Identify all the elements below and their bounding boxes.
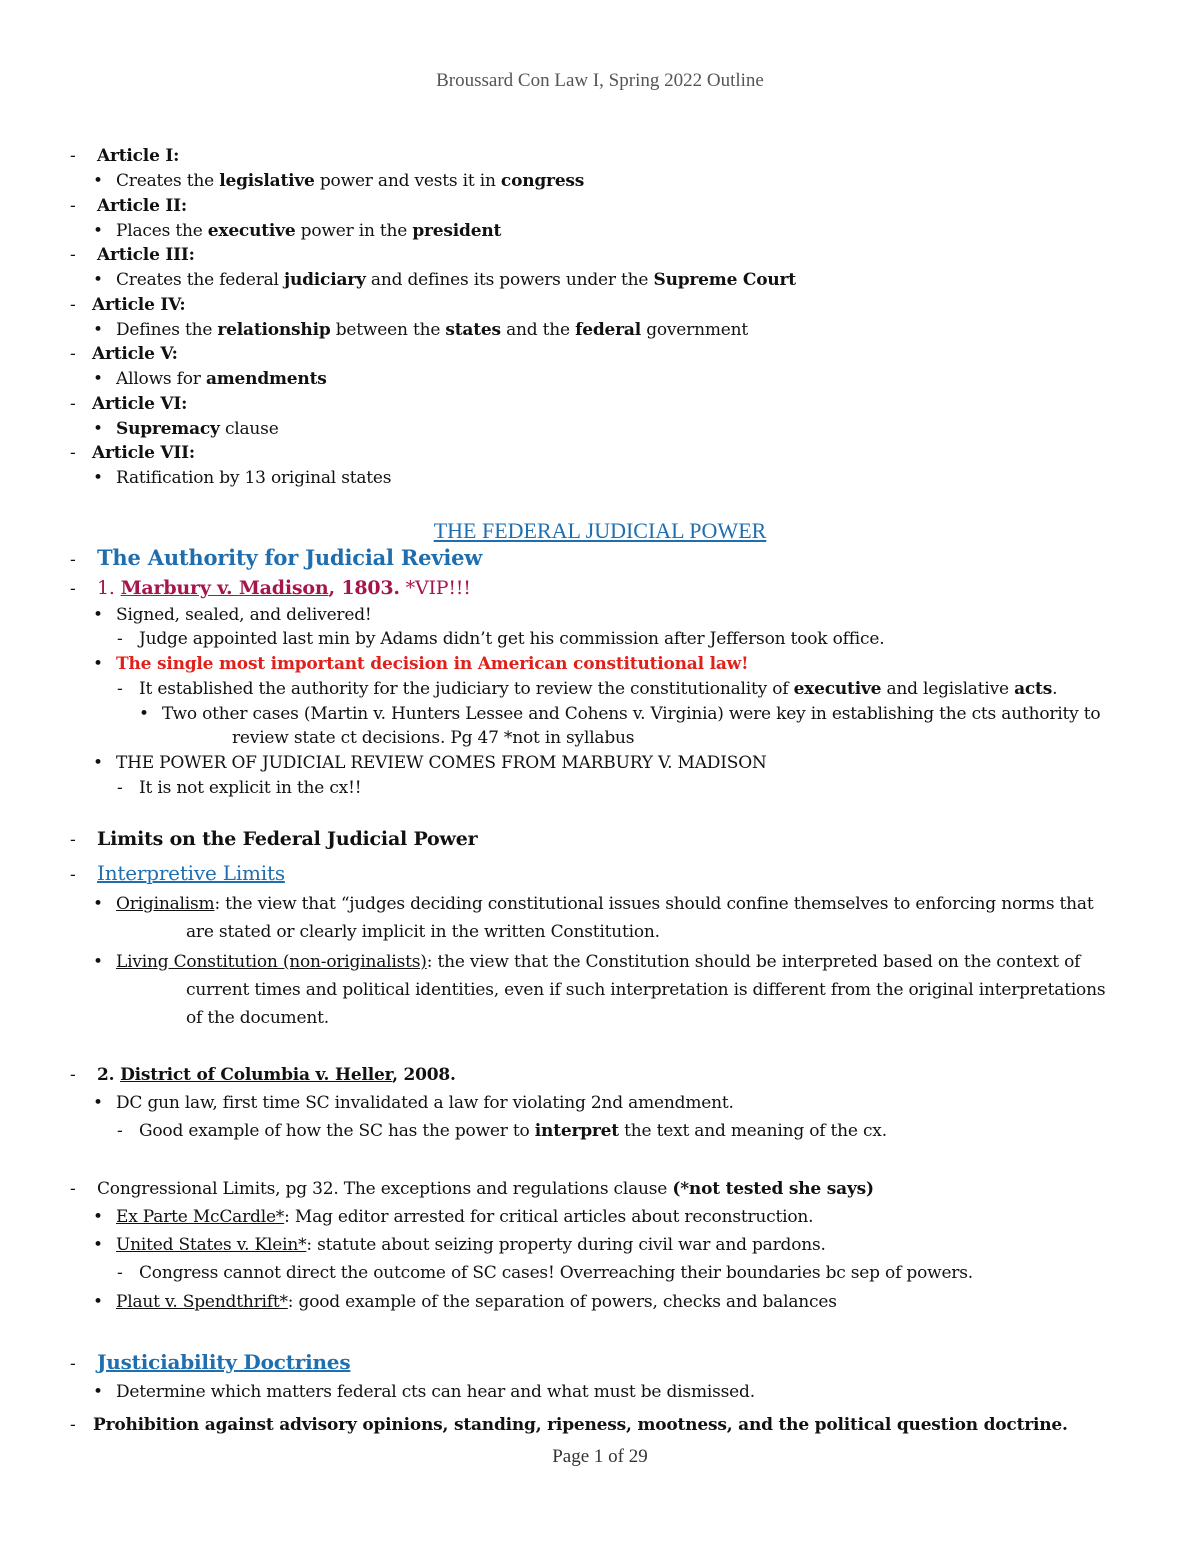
dash-marker: - [70,865,76,885]
originalism-term: Originalism [116,894,215,914]
dash-marker: - [70,295,76,315]
dash-marker: - [70,579,76,599]
limits-heading-line [70,829,477,850]
bullet-marker: • [93,1207,103,1227]
section-title: THE FEDERAL JUDICIAL POWER [433,518,767,543]
congressional-line-b: (*not tested she says) [672,1179,874,1199]
prohibition-line [70,1415,1068,1435]
living-constitution-bullet [93,952,1080,972]
article-label: Article III: [97,245,195,265]
article-description-segment: and defines its powers under the [365,270,654,290]
article-description-segment: between the [330,320,446,340]
heller-bullet [93,1093,734,1113]
dash-marker: - [70,344,76,364]
bullet-marker: • [93,753,103,773]
dash-marker: - [70,1354,76,1374]
article-label-line [70,146,179,166]
heller-sub-a: Good example of how the SC has the power to [139,1121,535,1141]
marbury-bullet-3 [93,753,767,773]
originalism-line1: : the view that “judges deciding constitutional issues should confine themselves to enforcing norms that [214,894,1094,914]
article-description-line [93,270,796,290]
marbury-case-name: Marbury v. Madison [120,577,329,599]
article-description-segment: congress [500,171,585,191]
article-description-line [93,171,584,191]
marbury-bullet-1 [93,605,372,625]
article-description-segment: relationship [217,320,331,340]
article-description-line [93,419,279,439]
mccardle-term: Ex Parte McCardle* [116,1207,285,1227]
heller-sub [117,1121,887,1141]
bullet-marker: • [93,952,103,972]
prohibition-text: Prohibition against advisory opinions, standing, ripeness, mootness, and the political question doctrine. [93,1415,1068,1435]
heller-name: District of Columbia v. Heller [120,1065,393,1085]
justiciability-line [70,1352,350,1374]
b2-sub2-line2: review state ct decisions. Pg 47 *not in syllabus [232,728,635,748]
article-label: Article VI: [92,394,188,414]
article-label-line [70,196,187,216]
heller-bullet-text: DC gun law, first time SC invalidated a law for violating 2nd amendment. [116,1093,734,1113]
article-description-segment: and the [500,320,576,340]
article-label: Article V: [92,344,178,364]
limits-heading: Limits on the Federal Judicial Power [97,828,478,850]
marbury-case-line [70,578,471,599]
dash-marker: - [70,1415,76,1435]
dash-marker: - [70,1065,76,1085]
heller-num: 2. [97,1065,121,1085]
living-line2: current times and political identities, even if such interpretation is different from the original interpretations [186,980,1106,1000]
article-description-line [93,320,748,340]
article-label-line [70,344,178,364]
dash-marker: - [70,1179,76,1199]
bullet-marker: • [93,654,103,674]
marbury-bullet-2 [93,654,748,674]
marbury-bullet-2-sub [117,679,1057,699]
page-footer: Page 1 of 29 [552,1446,648,1467]
plaut-term: Plaut v. Spendthrift* [116,1292,288,1312]
bullet-marker: • [93,1382,103,1402]
article-description-segment: states [445,320,501,340]
klein-bullet [93,1235,826,1255]
article-description-segment: power and vests it in [314,171,501,191]
article-description-line [93,369,327,389]
originalism-bullet [93,894,1094,914]
article-description-segment: federal [575,320,641,340]
bullet-marker: • [93,369,103,389]
marbury-vip-tag: *VIP!!! [399,577,471,599]
marbury-case-num: 1. [97,577,121,599]
dash-marker: - [117,1263,123,1283]
article-label: Article VII: [92,443,195,463]
article-description-segment: president [412,221,502,241]
article-description-segment: executive [207,221,296,241]
dash-marker: - [70,443,76,463]
klein-sub [117,1263,973,1283]
bullet-marker: • [93,1093,103,1113]
marbury-bullet-2-text: The single most important decision in American constitutional law! [116,654,749,674]
justiciability-heading: Justiciability Doctrines [97,1350,351,1374]
b2-sub2-line1: Two other cases (Martin v. Hunters Lessee and Cohens v. Virginia) were key in establishing the cts authority to [162,704,1101,724]
article-label-line [70,245,195,265]
congressional-line-a: Congressional Limits, pg 32. The exceptions and regulations clause [97,1179,673,1199]
plaut-bullet [93,1292,837,1312]
article-description-segment: Ratification by 13 original states [116,468,392,488]
heller-sub-c: the text and meaning of the cx. [618,1121,887,1141]
bullet-marker: • [93,419,103,439]
bullet-marker: • [93,468,103,488]
living-line1: : the view that the Constitution should be interpreted based on the context of [426,952,1081,972]
bullet-marker: • [93,1235,103,1255]
article-description-segment: amendments [205,369,327,389]
bullet-marker: • [93,171,103,191]
article-label: Article I: [97,146,180,166]
judicial-review-heading-line [70,545,483,570]
dash-marker: - [70,146,76,166]
justiciability-bullet-text: Determine which matters federal cts can hear and what must be dismissed. [116,1382,755,1402]
article-label: Article II: [97,196,187,216]
article-description-segment: Supreme Court [653,270,796,290]
congressional-limits-line [70,1179,874,1199]
article-description-segment: judiciary [284,270,366,290]
plaut-text: : good example of the separation of powers, checks and balances [287,1292,837,1312]
judicial-review-heading: The Authority for Judicial Review [97,545,483,570]
living-line3: of the document. [186,1008,329,1028]
b2-sub-text-e: . [1052,679,1058,699]
dash-marker: - [70,196,76,216]
bullet-marker: • [93,605,103,625]
interpretive-limits-heading: Interpretive Limits [97,861,285,885]
dash-marker: - [70,550,76,570]
heller-year: , 2008. [392,1065,456,1085]
marbury-bullet-3-sub [117,778,361,798]
article-description-segment: Creates the [116,171,220,191]
dash-marker: - [117,679,123,699]
heller-sub-b: interpret [534,1121,619,1141]
bullet-marker: • [139,704,149,724]
interpretive-limits-line [70,863,285,885]
marbury-bullet-1-sub [117,629,884,649]
article-description-segment: Supremacy [116,419,220,439]
article-label: Article IV: [92,295,186,315]
article-description-segment: legislative [219,171,315,191]
marbury-bullet-2-sub2 [139,704,1100,724]
klein-term: United States v. Klein* [116,1235,307,1255]
living-constitution-term: Living Constitution (non-originalists) [116,952,427,972]
marbury-bullet-3-text: THE POWER OF JUDICIAL REVIEW COMES FROM MARBURY V. MADISON [116,753,767,773]
marbury-bullet-3-sub-text: It is not explicit in the cx!! [139,778,362,798]
dash-marker: - [70,245,76,265]
b2-sub-text-a: It established the authority for the judiciary to review the constitutionality of [139,679,794,699]
bullet-marker: • [93,894,103,914]
bullet-marker: • [93,1292,103,1312]
article-description-segment: power in the [295,221,413,241]
klein-sub-text: Congress cannot direct the outcome of SC cases! Overreaching their boundaries bc sep of powers. [139,1263,973,1283]
article-description-segment: Defines the [116,320,218,340]
dash-marker: - [117,1121,123,1141]
mccardle-bullet [93,1207,813,1227]
article-description-segment: Places the [116,221,208,241]
originalism-line2: are stated or clearly implicit in the written Constitution. [186,922,660,942]
marbury-bullet-1-text: Signed, sealed, and delivered! [116,605,372,625]
article-description-segment: clause [219,419,279,439]
justiciability-bullet [93,1382,755,1402]
article-description-segment: Allows for [116,369,206,389]
page-header: Broussard Con Law I, Spring 2022 Outline [436,70,764,91]
bullet-marker: • [93,221,103,241]
dash-marker: - [117,778,123,798]
article-description-line [93,221,501,241]
article-label-line [70,394,187,414]
klein-text: : statute about seizing property during civil war and pardons. [306,1235,826,1255]
bullet-marker: • [93,270,103,290]
b2-sub-text-d: acts [1014,679,1053,699]
marbury-bullet-1-sub-text: Judge appointed last min by Adams didn’t get his commission after Jefferson took office. [139,629,885,649]
article-description-segment: government [640,320,749,340]
article-label-line [70,443,195,463]
heller-case-line [70,1065,456,1085]
mccardle-text: : Mag editor arrested for critical articles about reconstruction. [284,1207,814,1227]
bullet-marker: • [93,320,103,340]
article-label-line [70,295,186,315]
b2-sub-text-c: and legislative [881,679,1015,699]
dash-marker: - [117,629,123,649]
b2-sub-text-b: executive [793,679,882,699]
dash-marker: - [70,394,76,414]
dash-marker: - [70,830,76,850]
marbury-case-year: , 1803. [328,577,400,599]
article-description-line [93,468,391,488]
article-description-segment: Creates the federal [116,270,284,290]
